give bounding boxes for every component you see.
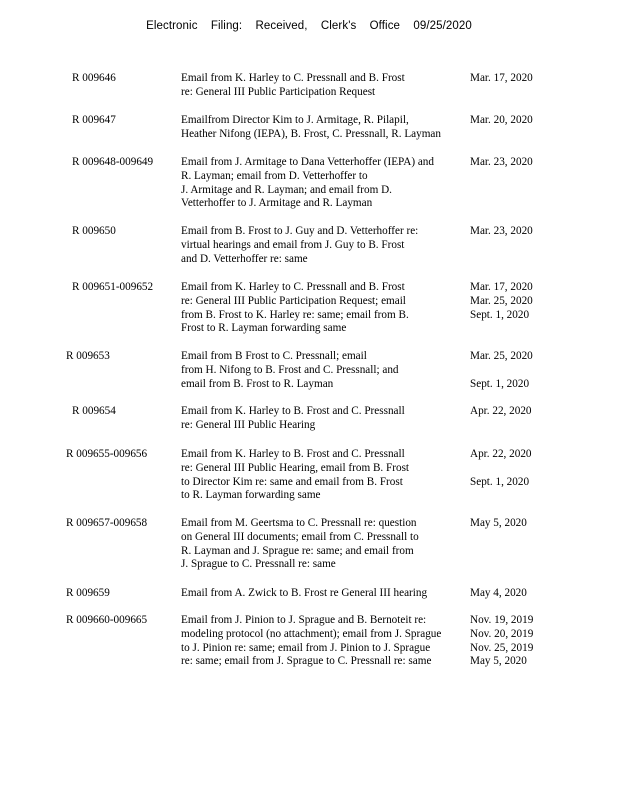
document-date: May 4, 2020 — [470, 587, 527, 599]
bates-number: R 009655-009656 — [66, 448, 148, 460]
document-date: Mar. 17, 2020 — [470, 281, 533, 293]
document-dates — [470, 72, 610, 86]
bates-number: R 009651-009652 — [72, 281, 154, 293]
description-line: to R. Layman forwarding same — [181, 489, 321, 502]
description-line: Email from M. Geertsma to C. Pressnall re: question — [181, 517, 417, 529]
document-date: Mar. 25, 2020 — [470, 350, 533, 362]
description-line: Email from K. Harley to C. Pressnall and B. Frost — [181, 72, 405, 84]
bates-number: R 009659 — [66, 587, 110, 599]
document-dates — [470, 281, 610, 322]
document-description — [181, 517, 473, 572]
bates-number: R 009647 — [72, 114, 116, 126]
description-line: Email from K. Harley to B. Frost and C. Pressnall — [181, 405, 405, 417]
bates-number: R 009650 — [72, 225, 116, 237]
description-line: to J. Pinion re: same; email from J. Pinion to J. Sprague — [181, 641, 431, 654]
bates-number: R 009646 — [72, 72, 116, 84]
description-line: from B. Frost to K. Harley re: same; email from B. — [181, 308, 409, 321]
description-line: Heather Nifong (IEPA), B. Frost, C. Pressnall, R. Layman — [181, 127, 441, 140]
document-date: Mar. 17, 2020 — [470, 72, 533, 84]
document-date — [470, 462, 610, 476]
document-description — [181, 281, 473, 336]
description-line: Email from K. Harley to B. Frost and C. Pressnall — [181, 448, 405, 460]
description-line: modeling protocol (no attachment); email from J. Sprague — [181, 627, 442, 640]
document-description — [181, 72, 473, 100]
description-line: J. Sprague to C. Pressnall re: same — [181, 558, 336, 571]
document-dates — [470, 114, 610, 128]
description-line: re: General III Public Hearing, email from B. Frost — [181, 461, 410, 474]
document-dates — [470, 448, 610, 489]
document-date: May 5, 2020 — [470, 655, 527, 668]
document-dates — [470, 350, 610, 391]
description-line: Email from J. Pinion to J. Sprague and B. Bernoteit re: — [181, 614, 427, 626]
description-line: Email from K. Harley to C. Pressnall and B. Frost — [181, 281, 405, 293]
document-date: Sept. 1, 2020 — [470, 377, 530, 390]
description-line: email from B. Frost to R. Layman — [181, 377, 334, 390]
document-date: Apr. 22, 2020 — [470, 448, 532, 460]
description-line: R. Layman and J. Sprague re: same; and email from — [181, 544, 414, 557]
document-description — [181, 587, 473, 601]
description-line: Email from B. Frost to J. Guy and D. Vetterhoffer re: — [181, 225, 419, 237]
document-dates — [470, 225, 610, 239]
document-date: Mar. 23, 2020 — [470, 225, 533, 237]
document-date: Nov. 25, 2019 — [470, 641, 534, 654]
description-line: Emailfrom Director Kim to J. Armitage, R. Pilapil, — [181, 114, 409, 126]
document-description — [181, 405, 473, 433]
description-line: on General III documents; email from C. Pressnall to — [181, 530, 419, 543]
document-date: Nov. 19, 2019 — [470, 614, 534, 626]
document-date: Mar. 25, 2020 — [470, 294, 533, 307]
document-date: Nov. 20, 2019 — [470, 627, 534, 640]
document-description — [181, 225, 473, 266]
document-dates — [470, 517, 610, 531]
document-dates — [470, 405, 610, 419]
document-date: Apr. 22, 2020 — [470, 405, 532, 417]
description-line: Email from J. Armitage to Dana Vetterhoffer (IEPA) and — [181, 156, 434, 168]
document-dates — [470, 614, 610, 669]
description-line: Frost to R. Layman forwarding same — [181, 322, 347, 335]
description-line: re: General III Public Hearing — [181, 418, 316, 431]
document-description — [181, 114, 473, 142]
description-line: re: General III Public Participation Request; email — [181, 294, 406, 307]
description-line: and D. Vetterhoffer re: same — [181, 252, 308, 265]
document-dates — [470, 156, 610, 170]
description-line: re: General III Public Participation Request — [181, 85, 376, 98]
description-line: Vetterhoffer to J. Armitage and R. Layman — [181, 197, 373, 210]
description-line: Email from B Frost to C. Pressnall; email — [181, 350, 367, 362]
document-description — [181, 156, 473, 211]
filing-stamp-header: Electronic Filing: Received, Clerk's Office 09/25/2020 — [146, 20, 472, 32]
description-line: re: same; email from J. Sprague to C. Pressnall re: same — [181, 655, 432, 668]
bates-number: R 009654 — [72, 405, 116, 417]
document-description — [181, 614, 473, 669]
description-line: to Director Kim re: same and email from B. Frost — [181, 475, 403, 488]
document-date: Mar. 23, 2020 — [470, 156, 533, 168]
document-date: Sept. 1, 2020 — [470, 475, 530, 488]
description-line: J. Armitage and R. Layman; and email from D. — [181, 183, 392, 196]
description-line: from H. Nifong to B. Frost and C. Pressnall; and — [181, 363, 399, 376]
document-date: May 5, 2020 — [470, 517, 527, 529]
document-dates — [470, 587, 610, 601]
document-date — [470, 364, 610, 378]
description-line: R. Layman; email from D. Vetterhoffer to — [181, 169, 368, 182]
document-date: Mar. 20, 2020 — [470, 114, 533, 126]
document-description — [181, 350, 473, 391]
description-line: Email from A. Zwick to B. Frost re General III hearing — [181, 587, 428, 599]
bates-number: R 009660-009665 — [66, 614, 148, 626]
bates-number: R 009653 — [66, 350, 110, 362]
document-date: Sept. 1, 2020 — [470, 308, 530, 321]
description-line: virtual hearings and email from J. Guy to B. Frost — [181, 238, 405, 251]
bates-number: R 009657-009658 — [66, 517, 148, 529]
document-description — [181, 448, 473, 503]
bates-number: R 009648-009649 — [72, 156, 154, 168]
